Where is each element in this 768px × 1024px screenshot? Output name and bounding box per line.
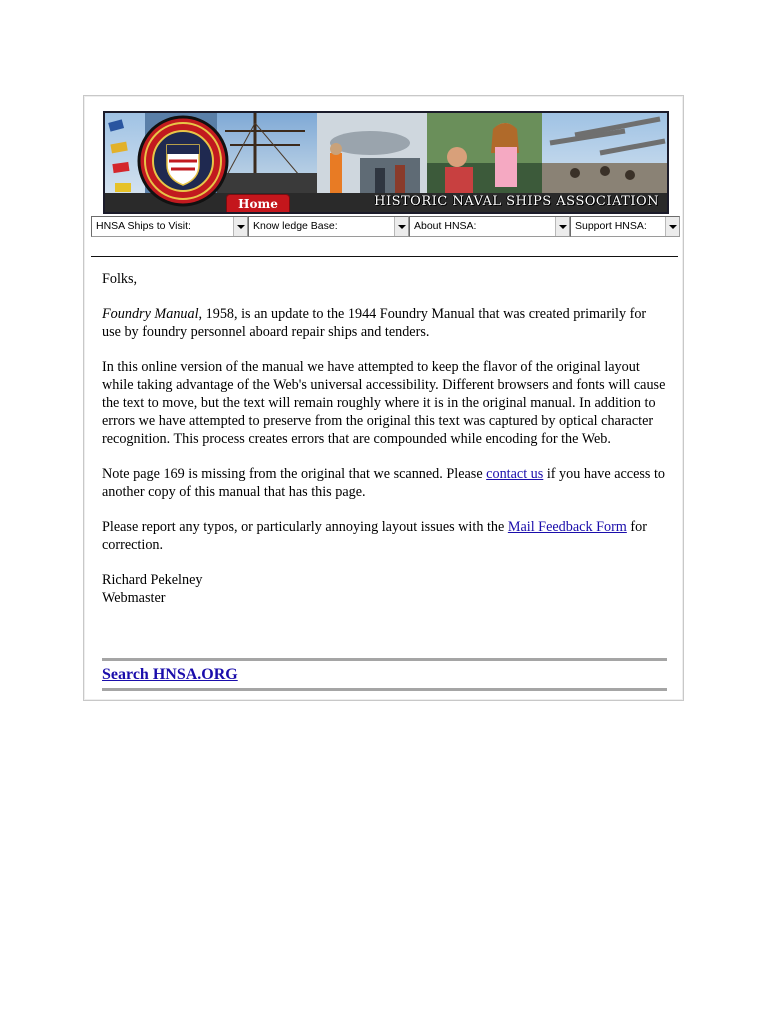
ships-to-visit-dropdown[interactable]: [91, 216, 248, 237]
chevron-down-icon[interactable]: [555, 217, 569, 236]
about-hnsa-dropdown[interactable]: [409, 216, 570, 237]
chevron-down-icon[interactable]: [665, 217, 679, 236]
page-frame: [83, 95, 684, 701]
paragraph-missing-page: Note page 169 is missing from the original that we scanned. Please contact us if you have access to another copy of this manual that has this page.: [102, 466, 666, 500]
mail-feedback-form-link[interactable]: Mail Feedback Form: [507, 519, 627, 535]
home-tab[interactable]: Home: [226, 194, 290, 213]
paragraph-report-typos: Please report any typos, or particularly annoying layout issues with the Mail Feedback Form for correction.: [102, 519, 647, 553]
support-hnsa-dropdown[interactable]: [570, 216, 680, 237]
greeting: Folks,: [102, 271, 138, 287]
dropdown-label: HNSA Ships to Visit:: [96, 220, 191, 232]
dropdown-label: Support HNSA:: [575, 220, 647, 232]
paragraph-intro: Foundry Manual, 1958, is an update to the 1944 Foundry Manual that was created primarily for use by foundry personnel aboard repair ships and tenders.: [102, 306, 647, 340]
intro-text: [102, 270, 667, 624]
chevron-down-icon[interactable]: [394, 217, 408, 236]
header-banner: [103, 111, 669, 214]
knowledge-base-dropdown[interactable]: [248, 216, 409, 237]
divider: [91, 256, 678, 257]
footer-divider-top: [102, 658, 667, 661]
site-title: HISTORIC NAVAL SHIPS ASSOCIATION: [374, 194, 659, 209]
contact-us-link[interactable]: contact us: [486, 466, 544, 482]
signature-name: Richard Pekelney: [102, 572, 203, 588]
dropdown-label: About HNSA:: [414, 220, 477, 232]
paragraph-online-version: In this online version of the manual we have attempted to keep the flavor of the original layout while taking advantage of the Web's universal accessibility. Different browsers and fonts will cause the text to move, but the text will remain roughly where it is in the original manual. In addition to errors we have attempted to preserve from the original this text was captured by optical character recognition. This process creates errors that are compounded while encoding for the Web.: [102, 359, 666, 447]
signature-title: Webmaster: [102, 590, 166, 606]
manual-title: Foundry Manual: [102, 306, 199, 322]
nav-dropdowns: [91, 216, 680, 238]
chevron-down-icon[interactable]: [233, 217, 247, 236]
signature: [102, 571, 667, 607]
footer-divider-bottom: [102, 688, 667, 691]
search-hnsa-link[interactable]: Search HNSA.ORG: [102, 666, 238, 683]
dropdown-label: Know ledge Base:: [253, 220, 338, 232]
